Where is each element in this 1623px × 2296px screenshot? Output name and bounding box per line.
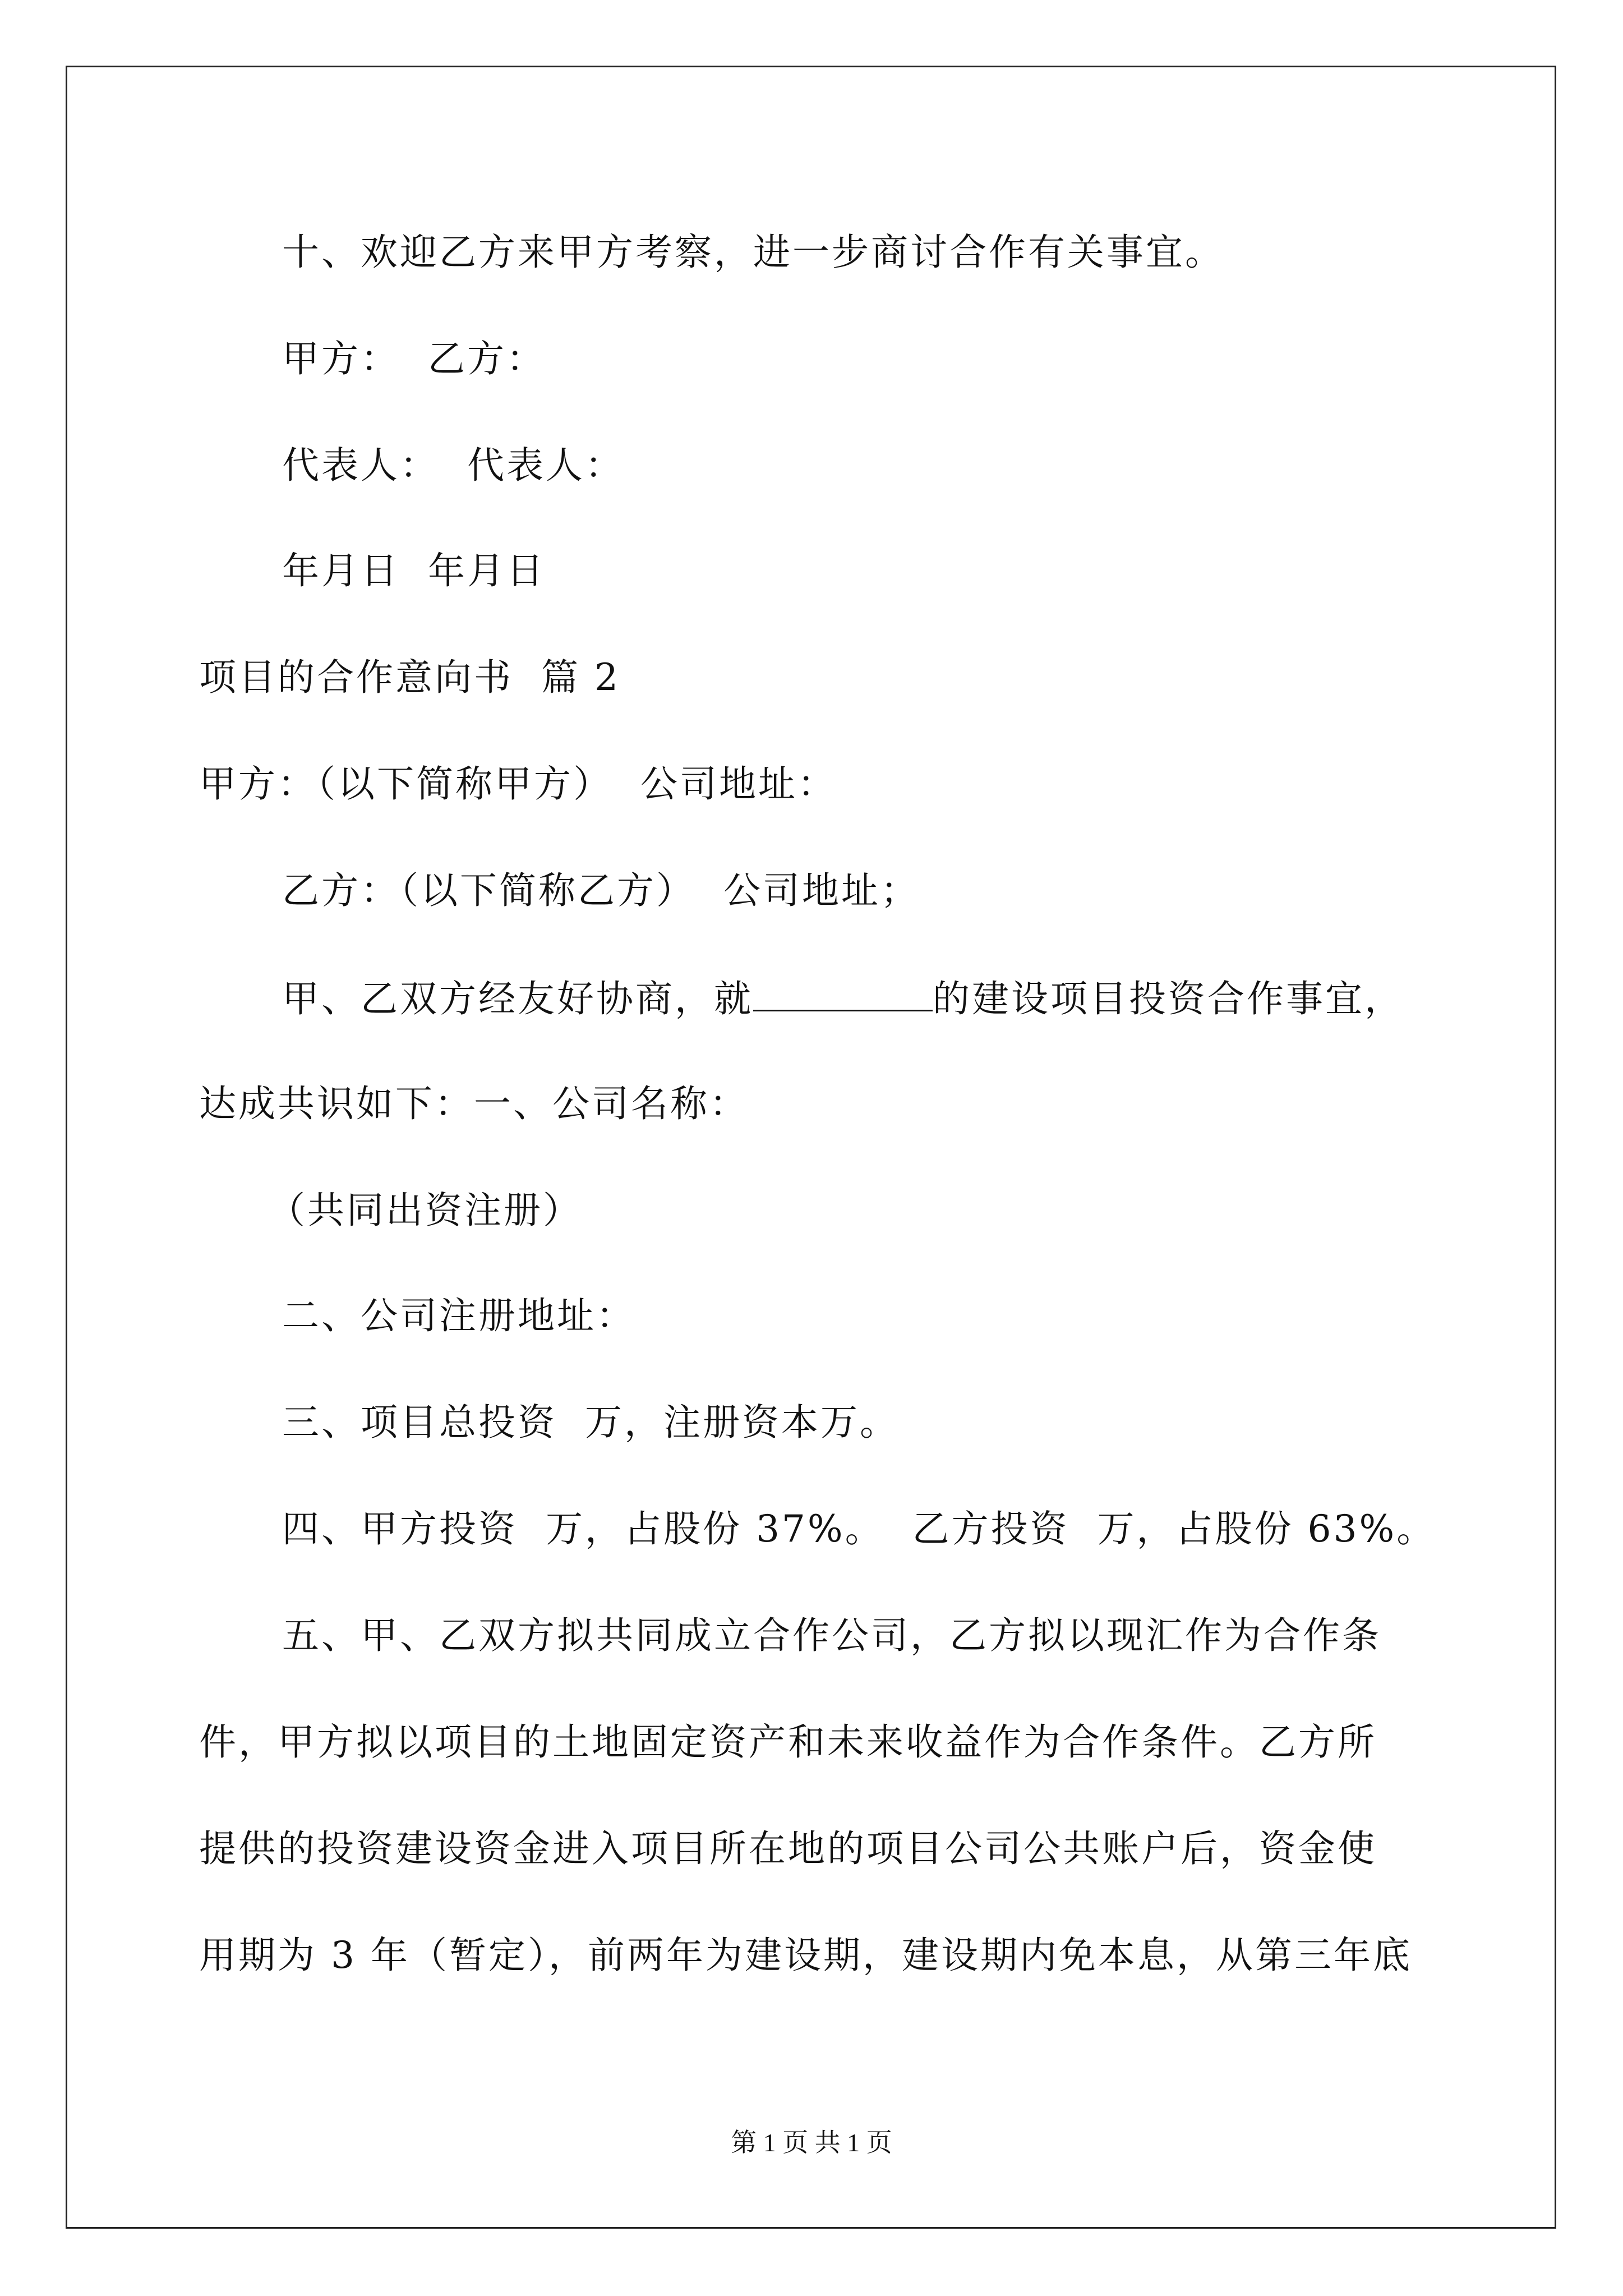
party-b-line: 乙方：（以下简称乙方） 公司地址； bbox=[282, 869, 920, 912]
clause-five-line-2: 件，甲方拟以项目的土地固定资产和未来收益作为合作条件。乙方所 bbox=[199, 1720, 1377, 1764]
clause-five-line-4: 用期为 3 年（暂定），前两年为建设期，建设期内免本息，从第三年底 bbox=[199, 1934, 1412, 1977]
signature-party-line: 甲方： 乙方： bbox=[282, 337, 546, 380]
party-a-line: 甲方：（以下简称甲方） 公司地址： bbox=[199, 762, 837, 806]
clause-three: 三、项目总投资 万，注册资本万。 bbox=[282, 1401, 899, 1444]
signature-date-line: 年月日 年月日 bbox=[282, 549, 546, 592]
clause-two: 二、公司注册地址： bbox=[282, 1294, 635, 1337]
section-heading: 项目的合作意向书 篇 2 bbox=[199, 656, 620, 699]
page-number-footer: 第 1 页 共 1 页 bbox=[731, 2128, 892, 2157]
clause-four: 四、甲方投资 万，占股份 37%。 乙方投资 万，占股份 63%。 bbox=[282, 1507, 1436, 1550]
negotiation-text-after: 的建设项目投资合作事宜， bbox=[933, 977, 1404, 1020]
negotiation-line bbox=[282, 975, 1404, 1020]
joint-registration-note: （共同出资注册） bbox=[268, 1189, 582, 1232]
consensus-line: 达成共识如下：一、公司名称： bbox=[199, 1082, 749, 1125]
page-border bbox=[66, 66, 1556, 2229]
clause-five-line-3: 提供的投资建设资金进入项目所在地的项目公司公共账户后，资金使 bbox=[199, 1827, 1377, 1870]
signature-representative-line: 代表人： 代表人： bbox=[282, 444, 624, 487]
fill-in-blank bbox=[753, 975, 933, 1011]
clause-five-line-1: 五、甲、乙双方拟共同成立合作公司，乙方拟以现汇作为合作条 bbox=[282, 1614, 1381, 1657]
negotiation-text-before: 甲、乙双方经友好协商，就 bbox=[282, 977, 753, 1020]
clause-ten: 十、欢迎乙方来甲方考察，进一步商讨合作有关事宜。 bbox=[282, 231, 1224, 274]
